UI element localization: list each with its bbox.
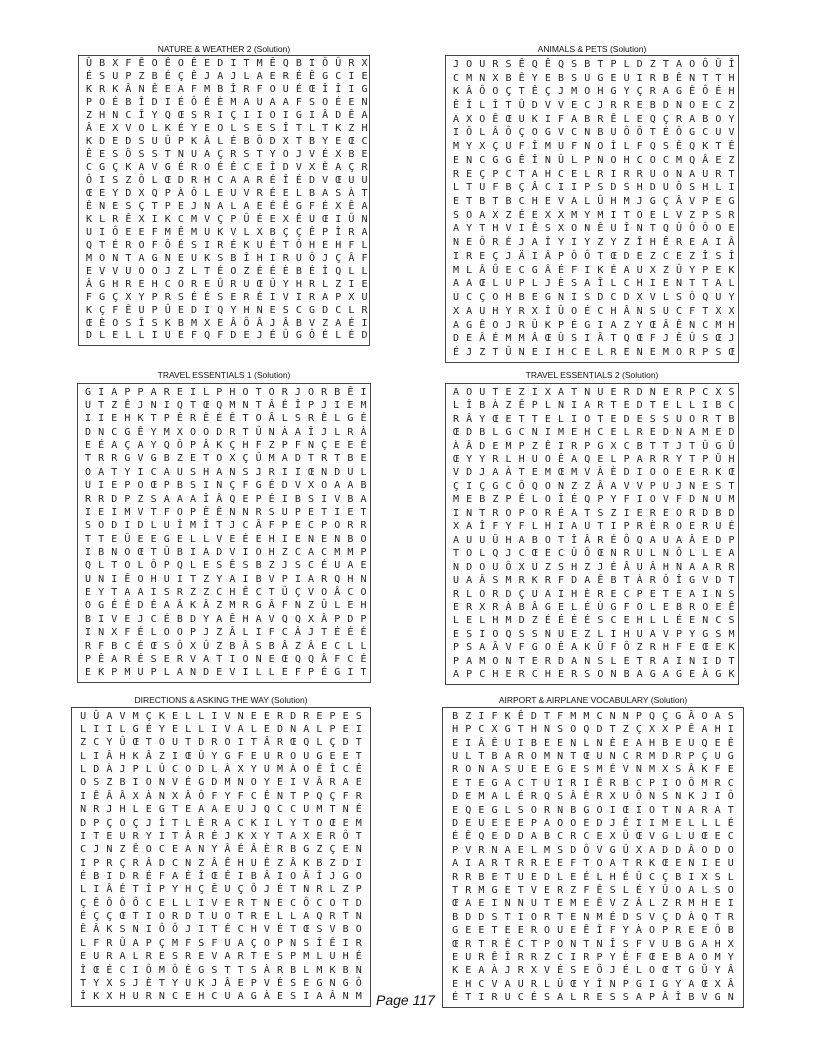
grid-row: QLTOLÔPQLESÊSBZJSCÉUAE [85, 560, 374, 572]
grid-row: EKPMUPLANDEVILLEFPÉGIT [85, 667, 374, 679]
grid-row: EURALRESREVARTESPMLUHÉ [80, 951, 369, 963]
grid-row: ÎKXHURNCEHCUAGÀESIAÂNM [80, 991, 369, 1003]
grid-row: GEETEEROUEÊÎFYÀOPREEÔB [452, 925, 741, 937]
grid-row: OSZBIONVÉGDMNOYEIVÂRAE [80, 777, 369, 789]
grid-row: APCHERCHERSONBAGAGEÀGK [453, 669, 742, 681]
grid-row: ÛBXFÊOÊOÊEDITMÊQBIÔÛRX [86, 58, 375, 70]
grid-row: LTUFBÇÂCIIPSDSHDUÔSHLI [453, 182, 742, 194]
word-search-grid-airport [442, 707, 744, 1008]
grid-row: ZCYÛŒTOUTDROITÂRŒQLÇDT [80, 737, 369, 749]
grid-row: CGÇKAVGÉROÉÉCEÎDVXÈAÇR [86, 162, 375, 174]
grid-row: AAŒLUPLJÈSAÎLCHIENTTAL [453, 278, 742, 290]
grid-row: KDEDSUÛPKÂLÉBÔDXTBYEŒC [86, 136, 375, 148]
grid-row: IEIMVTFOPÊÊNNRSUPETIET [85, 506, 374, 518]
grid-row: BIVEJCÉBDYAÊHAVQQXÂPDP [85, 613, 374, 625]
grid-row: LFRÛAPÇMFSFUAÇOPNSÎÊIR [80, 937, 369, 949]
grid-row: ÊNESÇTPEJNALAEÉÊGFÉXÊA [86, 200, 375, 212]
grid-row: UNIÊOHUITZYAIBVPIARQHN [85, 573, 374, 585]
word-search-grid-animals-pets [445, 55, 742, 363]
grid-row: ÇÊÔÔÔCELLIVERTNECÔCOTD [80, 897, 369, 909]
grid-row: LÎBÀZÊPLNIARTEDTELLIBC [453, 400, 742, 412]
grid-row: ZHNCÎYQŒSRIÇIIOIGIÂDÊA [86, 110, 375, 122]
grid-row: DNCGÊYMXOODRTÛNÀAÎJLRÀ [85, 426, 374, 438]
grid-row: HPCXGTHNSOQDTZÇXXPÊAHI [452, 724, 741, 736]
grid-row: BZIFKÊDTFMMCNNPQÇGÂOAS [452, 710, 741, 722]
grid-row: XAUHYRXÎÛOÉCHÂNSUCFTXX [453, 305, 742, 317]
grid-row: ÇIÇGCÔQONZZÂAVVPUJNEST [453, 480, 742, 492]
grid-row: UIEPOŒPBSINÇFGÉDVXOAAB [85, 480, 374, 492]
grid-row: EQEGLSORNBGOIŒIOTNARAT [452, 804, 741, 816]
grid-row: LDÀJPLÛCODLÀXYUMÀOÊÎCÊ [80, 764, 369, 776]
grid-row: ÉÇÇŒTIORDTUOTRELLAQRTN [80, 911, 369, 923]
grid-row: PSAÂVFGOÊAKÛFÔZRHFEŒEK [453, 642, 742, 654]
grid-row: TOLQJCŒECÛÔŒNRULNÔLLEA [453, 548, 742, 560]
grid-row: KRKÂNÊEAFMBÎRFOUÉŒÎÎIG [86, 84, 375, 96]
grid-row: MEBZPÊLOÎÉQPYFIOVFDNUM [453, 494, 742, 506]
grid-row: DLELLIUEFQFDEJÉÛGÔÉLÉD [86, 330, 375, 342]
grid-row: EYTAAISRZZCHÊCTÛÇVOÂCO [85, 587, 374, 599]
grid-row: ESIOQSSNUEZLIHUAVPYGSM [453, 628, 742, 640]
grid-row: UCÇOHBEGNISDCDXVLSÔQUY [453, 292, 742, 304]
grid-row: EHCVAURLÛŒYÎNPGIGYAŒXÂ [452, 978, 741, 990]
grid-row: ÀÂDEMPZÊIRPGXCBTTJTÛGÛ [453, 440, 742, 452]
grid-row: PAMONTERDANSLETRAINIDT [453, 655, 742, 667]
grid-row: OATYICAUSHANSJRIIŒNDUL [85, 466, 374, 478]
grid-row: ETEGACTUIRIÊRBCPIOÔMRC [452, 777, 741, 789]
grid-row: ÊÎLÎTÛDVVECJRREBDNOECZ [453, 100, 742, 112]
grid-row: KLRÊXIKCMVÇPÛÉEXÊUŒIÛN [86, 213, 375, 225]
grid-row: DEUEEEPAOOEDJÊIIMELLLÉ [452, 817, 741, 829]
word-search-grid-travel-essentials-1 [77, 383, 374, 683]
grid-row: RFBCÉŒSÔXÛZBÂSBÂZÂECLL [85, 640, 374, 652]
grid-row: ÔISZÔLŒDRHCAARÉÎÉDVŒUU [86, 175, 375, 187]
grid-row: CJNZÊOCEANYÂÉÂÈRBGZÇEN [80, 844, 369, 856]
grid-row: AXOÊŒUKIFABRÊLEQÇRABOY [453, 113, 742, 125]
grid-row: QTÉROFÔÉSIRÉKUÉTÔHEHFL [86, 239, 375, 251]
grid-row: UÛAVMÇKELLIVNEERDREPES [80, 710, 369, 722]
grid-row: SOAXZÉEXXMYMITOELVZPSR [453, 209, 742, 221]
grid-row: MLÂÛECGÂÉFIKÉAUXZÛYPEK [453, 264, 742, 276]
grid-row: MONTAGNEUKSBÎHIRUÔJÇÂF [86, 252, 375, 264]
puzzle-title: TRAVEL ESSENTIALS 1 (Solution) [157, 370, 291, 380]
grid-row: KÂÔOÇTÊÇJMOHGYÇRAGÊÔÉH [453, 86, 742, 98]
grid-row: PVRNAELMSDÔVGÛXADDÂODO [452, 844, 741, 856]
grid-row: UTZÊJNIQTŒQMNTÂÉÎPJIEM [85, 400, 374, 412]
grid-row: FGÇXYPRSÉÉSERÉIVIRAPXU [86, 291, 375, 303]
grid-row: ŒDBLGCNIMEHCELREDNAMED [453, 427, 742, 439]
grid-row: IÔLÂÔÇOGVCNBUÔÔTÉÔGCUV [453, 127, 742, 139]
puzzle-title: DIRECTIONS & ASKING THE WAY (Solution) [134, 695, 308, 705]
grid-row: RÂYŒETTELIOTEDESSUORTB [453, 413, 742, 425]
grid-row: ÉSUPZBÉÇÊJAJLAERÉÊGCIE [86, 71, 375, 83]
grid-row: SODIDLUÎMÎTJCÂFPECPORR [85, 520, 374, 532]
grid-row: ŒÈOSÎSKBMXEÂÔÂJÂBVZAÉI [86, 317, 375, 329]
grid-row: EÉAÇAYQÔPÂKÇHFZPFNÇEEÉ [85, 440, 374, 452]
grid-row: EURÊÎRRZCIRPYÈFŒEBAOMY [452, 952, 741, 964]
grid-row: ÉBIDRÉFAÉÎŒÉIBÂIOÂÎJGO [80, 870, 369, 882]
grid-row: ÉTIRUCÉSALRESSAPÂÎBVGN [452, 992, 741, 1004]
grid-row: TRRGVGBZETOXÇÛMADTRTBE [85, 453, 374, 465]
word-search-grid-directions [71, 707, 371, 1007]
grid-row: TTEÛEEGELLVEÉEHIENENBO [85, 533, 374, 545]
grid-row: POÉBÎDIÉÔÉÈMAUAAFSOÉEN [86, 97, 375, 109]
grid-row: ŒEYDXQPÀÔLEUVRÉELBASÀT [86, 188, 375, 199]
grid-row: ŒYYRLHUOÊAQELPARRYTPÛH [453, 453, 742, 465]
grid-row: KÇFÊUPÛEDIQYHNESCGDCLR [86, 304, 375, 316]
grid-row: ŒRTRÉCTPONTNÎSFVUBGAHX [452, 938, 741, 950]
grid-row: IBNOŒTÛBIADVIOHZCACMMP [85, 546, 374, 558]
puzzle-title: NATURE & WEATHER 2 (Solution) [157, 44, 291, 54]
grid-row: XAÎFYFLHIAUTIPRÈROERUÉ [453, 521, 742, 533]
grid-row: TYXSJÈTYUKJÂEPVÉSEGNGÔ [80, 977, 369, 989]
grid-row: LELHMDZÉÉÉÉSCEHLLÉENCS [453, 615, 742, 627]
grid-row: KEAÀJRXVÉSEÔJÉLOŒTGÛYÂ [452, 965, 741, 977]
grid-row: AIARTRREEFTOATRKŒENIEU [452, 858, 741, 870]
grid-row: NRJHLEGTEAAEUJQCCUMTNÉ [80, 804, 369, 816]
grid-row: DEMALÉRQSÂÈRXUÔNSNKJIÔ [452, 791, 741, 803]
grid-row: VDJAÀTEMŒMVÀÈDIOOEERKŒ [453, 467, 742, 479]
grid-row: NDOUÔXUZSHZJÉÂUÂHNAARR [453, 561, 742, 573]
puzzle-title: AIRPORT & AIRPLANE VOCABULARY (Solution) [498, 695, 688, 705]
grid-row: ŒAEINNUTEMEÊVZÂLZRMHEI [452, 898, 741, 910]
grid-row: AGÊOJRÛKPÉGIAZYŒÂÊNCMH [453, 319, 742, 331]
grid-row: ÂGHREHCOREÛRUŒÛYHRLZIE [86, 278, 375, 290]
grid-row: ÎŒÉCIÔMÔÉGSTTSÀRBLMKBN [80, 964, 369, 976]
grid-row: AYTHVIÊSXONÊUÎNTQÛÔÔOE [453, 223, 742, 235]
grid-row: ÉJZTÛNEIHCELRENEMORPSŒ [453, 346, 742, 358]
grid-row: AUUÛHABOTÎÂRÉÔQAUAÂEDP [453, 534, 742, 546]
grid-row: RRBETUEDLEÉLHÉÛCÇBIXSL [452, 871, 741, 883]
grid-row: IIEHKTPÊRÊÉÊTOÂLSRÊLGÉ [85, 413, 374, 425]
grid-row: GIAPPAREILPHOTORJORBÊI [85, 386, 374, 398]
grid-row: LIILGÉYELLIVALEDNALPEI [80, 724, 369, 736]
word-search-grid-travel-essentials-2 [445, 383, 742, 685]
grid-row: REÇPCTAHCELRIRRUONAURT [453, 168, 742, 180]
grid-row: ETBTBCHEVALÛHMJGÇÂVPEG [453, 196, 742, 208]
grid-row: UAÂSMRKRFDAÊBTÀRÔÎGVDT [453, 575, 742, 587]
grid-row: ÉÊQEDDABCRCEXÛŒVGLUŒEC [452, 831, 741, 843]
grid-row: DEÂÉMMÂŒÛSIÂTQŒFJÊÛSŒJ [453, 333, 742, 345]
grid-row: ÂEXVOLKÉYEOLSESÎTLTKZH [86, 123, 375, 135]
grid-row: MYXÇUFÎMUFNOÎLFQSÊQKTÊ [453, 141, 742, 153]
grid-row: DPÇOÇJÎTLÈRACKILYTOŒEM [80, 817, 369, 829]
grid-row: JOURSÊQÊQSBTPLDZTAOÔÛÎ [453, 58, 742, 70]
grid-row: ERXRÀBÂGELÉÙGFOLEBROEÊ [453, 601, 742, 613]
grid-row: IPRÇRÂDCNZÂÊHUÊZÂKBZDI [80, 857, 369, 869]
grid-row: ÊESÔSSTNUAÇRSTYOJVÉXBE [86, 149, 375, 161]
grid-row: RLORDÇUAIHÈRECPETEAINS [453, 588, 742, 600]
grid-row: UIÔEEFMÊMUKVLXBÇÇÊPÎRA [86, 226, 375, 238]
grid-row: ÊÂKSNIÔÔJITÉCHVÉTŒSVBO [80, 924, 369, 936]
grid-row: ULTBAROMNTŒUNCRMDRPÇUG [452, 750, 741, 762]
grid-row: CMNXBÊYEBSUGEUIRBÊNTTH [453, 72, 742, 84]
grid-row: EIÂÊUIBEENLNÈEAHBEUQEÊ [452, 737, 741, 749]
page-number: Page 117 [376, 992, 435, 1008]
grid-row: LIÂHKÂZIŒÛYGFEUROUGEET [80, 750, 369, 762]
grid-row: PÊARÉSERVATIONEŒQQÂFCÉ [85, 653, 374, 665]
grid-row: ENCGGÊÎNÛLPNOHCOCMQÂEZ [453, 154, 742, 166]
puzzle-title: ANIMALS & PETS (Solution) [537, 44, 647, 54]
grid-row: BDDSTIORTENMÉDSVÇDÀQTR [452, 911, 741, 923]
grid-row: NEÔRÉJAÎYIYZYZÎHÊREAIÂ [453, 237, 742, 249]
grid-row: TRMGETVERZFÊSLÉYÛOALSO [452, 884, 741, 896]
grid-row: AOUTEZIXATNUERDNERPCXS [453, 386, 742, 398]
grid-row: INTROPORÉATSZIEREORDBD [453, 507, 742, 519]
grid-row: EVVUOOJZLTÉOZÉÉÈBÉÎQLL [86, 265, 375, 277]
grid-row: RRDPZSAAAÎÂQEPÉIBSIVBA [85, 493, 374, 505]
grid-row: IÊÂÂXÀNXÂÔFYFCÊNTPQÇFR [80, 790, 369, 802]
grid-row: IREÇJÄIÂPÔÔTŒDEZCEZÎSÎ [453, 250, 742, 262]
grid-row: ITEURYITÂRÉJKXYTAXERÔT [80, 830, 369, 842]
puzzle-title: TRAVEL ESSENTIALS 2 (Solution) [525, 370, 659, 380]
word-search-grid-nature-weather [78, 55, 375, 346]
grid-row: RONASUEEGESMÉVNMXSÂKFE [452, 764, 741, 776]
grid-row: OGÉÉDÉAÂKÂZMRGÂFNZÛLEH [85, 600, 374, 612]
grid-row: LIÂÉTÎPYHÇÊUÇÔJÉTNRLZP [80, 884, 369, 896]
grid-row: INXFÉLOOPJZÂLIFCÂJTÉÉÉ [85, 627, 374, 639]
